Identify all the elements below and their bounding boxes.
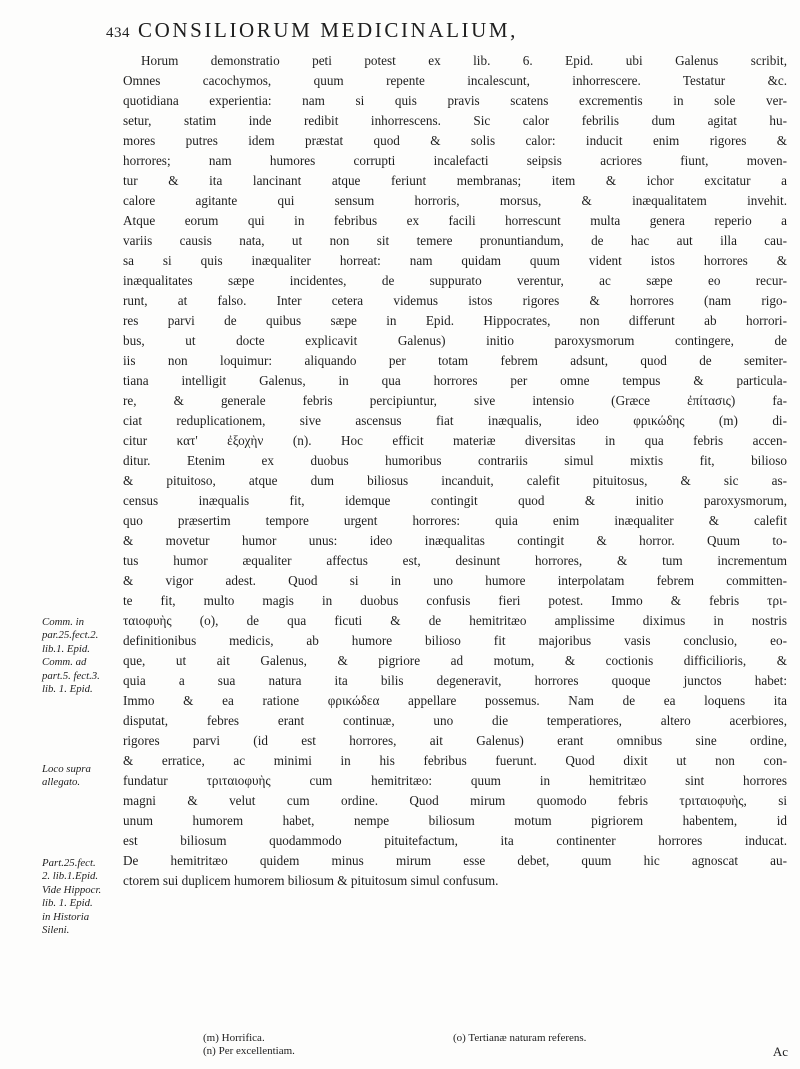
text-line: magni & velut cum ordine. Quod mirum quomodo febris τριταιοφυὴς, si xyxy=(123,793,787,808)
text-line: iis non loquimur: aliquando per totam febrem adsunt, quod de semiter- xyxy=(123,353,787,368)
text-line: res parvi de quibus sæpe in Epid. Hippocrates, non differunt ab horrori- xyxy=(123,313,787,328)
text-line: quo præsertim tempore urgent horrores: quia enim inæqualiter & calefit xyxy=(123,513,787,528)
text-line: sa si quis inæqualiter horreat: nam quidam quum vident istos horrores & xyxy=(123,253,787,268)
text-line: horrores; nam humores corrupti incalefacti seipsis acriores fiunt, moven- xyxy=(123,153,787,168)
margin-note-line: Part.25.fect. xyxy=(42,857,96,869)
footnote-o: (o) Tertianæ naturam referens. xyxy=(453,1032,587,1044)
margin-note-comm xyxy=(42,616,122,696)
margin-note-line: allegato. xyxy=(42,776,81,789)
margin-note-line: part.5. fect.3. xyxy=(42,669,100,682)
margin-note-part xyxy=(42,857,122,937)
running-title: CONSILIORUM MEDICINALIUM, xyxy=(138,18,518,42)
text-line: ταιοφυὴς (o), de qua ficuti & de hemitritæo amplissime diximus in nostris xyxy=(123,613,787,628)
text-line: ciat reduplicationem, sive ascensus fiat inæqualis, ideo φρικώδης (m) di- xyxy=(123,413,787,428)
main-text xyxy=(123,51,787,891)
margin-note-line: lib. 1. Epid. xyxy=(42,683,93,696)
text-line: quia a sua natura ita bilis degeneravit, horrores quoque junctos habet: xyxy=(123,673,787,688)
text-line: est biliosum quodammodo pituitefactum, ita continenter horrores inducat. xyxy=(123,833,787,848)
text-line: De hemitritæo quidem minus mirum esse debet, quum hic agnoscat au- xyxy=(123,853,787,868)
page-number: 434 xyxy=(106,25,130,41)
text-line: mores putres idem præstat quod & solis calor: inducit enim rigores & xyxy=(123,133,787,148)
text-line: unum humorem habet, nempe biliosum motum pigriorem habentem, id xyxy=(123,813,787,828)
text-line: rigores parvi (id est horrores, ait Galenus) erant omnibus sine ordine, xyxy=(123,733,787,748)
text-line: tus humor æqualiter affectus est, desinunt horrores, & tum incrementum xyxy=(123,553,787,568)
text-line: fundatur τριταιοφυὴς cum hemitritæo: quum in hemitritæo sint horrores xyxy=(123,773,787,788)
text-line: ctorem sui duplicem humorem biliosum & pituitosum simul confusum. xyxy=(123,873,499,888)
running-head xyxy=(106,18,796,48)
text-line: citur κατ' ἐξοχὴν (n). Hoc efficit materiæ diversitas in qua febris accen- xyxy=(123,433,787,448)
text-line: census inæqualis fit, idemque contingit quod & initio paroxysmorum, xyxy=(123,493,787,508)
catchword: Ac xyxy=(772,1044,788,1059)
footnote-row xyxy=(123,1045,787,1058)
text-line: tur & ita lancinant atque feriunt membranas; item & ichor excitatur a xyxy=(123,173,787,188)
text-line: Omnes cacochymos, quum repente incalescunt, inhorrescere. Testatur &c. xyxy=(123,73,787,88)
text-line: calore agitante qui sensum horroris, morsus, & inæqualitatem invehit. xyxy=(123,193,787,208)
text-line: & movetur humor unus: ideo inæqualitas contingit & horror. Quum to- xyxy=(123,533,787,548)
margin-note-line: lib.1. Epid. xyxy=(42,642,90,655)
text-line: variis causis nata, ut non sit temere pronuntiandum, de hac aut illa cau- xyxy=(123,233,787,248)
footnotes xyxy=(123,1032,787,1058)
text-line: & pituitoso, atque dum biliosus incanduit, calefit pituitosus, & sic as- xyxy=(123,473,787,488)
text-line: que, ut ait Galenus, & pigriore ad motum, & coctionis difficilioris, & xyxy=(123,653,787,668)
margin-note-loco xyxy=(42,763,122,790)
text-line: setur, statim inde redibit inhorrescens. Sic calor febrilis dum agitat hu- xyxy=(123,113,787,128)
text-line: Immo & ea ratione φρικώδεα appellare possemus. Nam de ea loquens ita xyxy=(123,693,787,708)
margin-note-line: par.25.fect.2. xyxy=(42,629,99,642)
text-line: te fit, multo magis in duobus confusis fieri potest. Immo & febris τρι- xyxy=(123,593,787,608)
margin-note-line: Comm. in xyxy=(42,616,84,628)
text-line: bus, ut docte explicavit Galenus) initio paroxysmorum contingere, de xyxy=(123,333,787,348)
margin-note-line: Sileni. xyxy=(42,924,70,937)
margin-note-line: lib. 1. Epid. xyxy=(42,897,93,910)
text-line: disputat, febres erant continuæ, uno die temperatiores, altero acerbiores, xyxy=(123,713,787,728)
text-line: inæqualitates sæpe incidentes, de suppurato verentur, ac sæpe eo recur- xyxy=(123,273,787,288)
margin-note-line: Vide Hippocr. xyxy=(42,883,102,896)
text-line: re, & generale febris percipiuntur, sive intensio (Græce ἐπίτασις) fa- xyxy=(123,393,787,408)
margin-note-line: in Historia xyxy=(42,910,90,923)
footnote-empty xyxy=(453,1045,787,1058)
text-line: ditur. Etenim ex duobus humoribus contrariis simul mixtis fit, bilioso xyxy=(123,453,787,468)
text-line: definitionibus medicis, ab humore bilioso fit majoribus vasis conclusio, eo- xyxy=(123,633,787,648)
margin-note-line: Comm. ad xyxy=(42,656,87,669)
text-line: runt, at falso. Inter cetera videmus istos rigores & horrores (nam rigo- xyxy=(123,293,787,308)
text-line: & vigor adest. Quod si in uno humore interpolatam febrem committen- xyxy=(123,573,787,588)
text-line: Horum demonstratio peti potest ex lib. 6. Epid. ubi Galenus scribit, xyxy=(141,53,787,68)
margin-note-line: 2. lib.1.Epid. xyxy=(42,870,99,883)
margin-notes xyxy=(42,0,122,1069)
footnote-row xyxy=(123,1032,787,1045)
text-line: tiana intelligit Galenus, in qua horrores per omne tempus & particula- xyxy=(123,373,787,388)
margin-note-line: Loco supra xyxy=(42,763,91,775)
text-line: & erratice, ac minimi in his febribus fuerunt. Quod dixit ut non con- xyxy=(123,753,787,768)
text-line: Atque eorum qui in febribus ex facili horrescunt multa genera reperio a xyxy=(123,213,787,228)
footnote-n: (n) Per excellentiam. xyxy=(203,1045,295,1057)
footnote-m: (m) Horrifica. xyxy=(203,1032,265,1044)
text-line: quotidiana experientia: nam si quis pravis scatens excrementis in sole ver- xyxy=(123,93,787,108)
